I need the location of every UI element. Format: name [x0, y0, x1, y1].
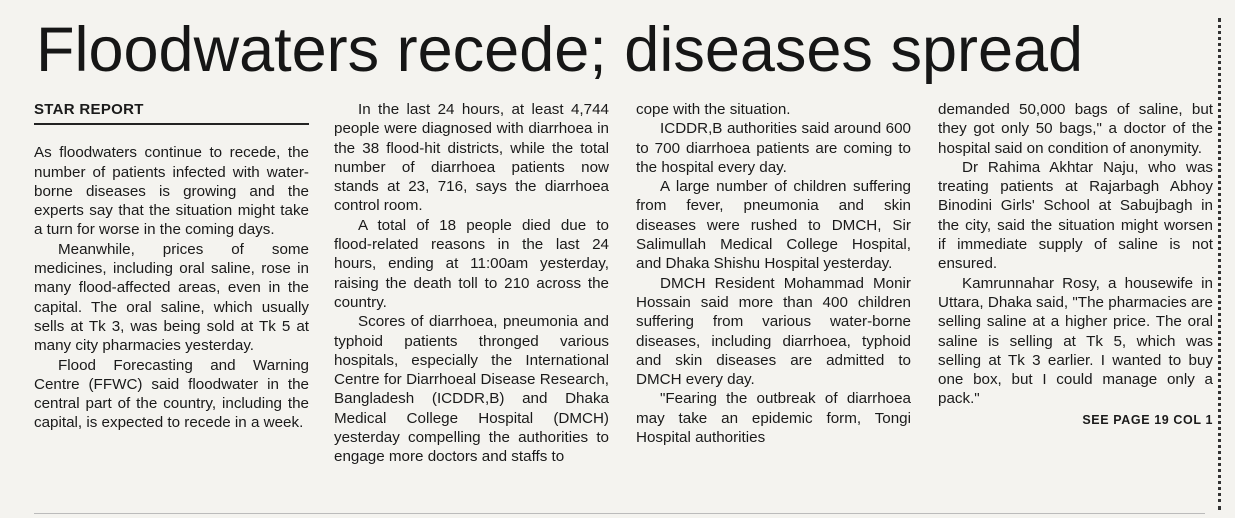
paragraph: "Fearing the outbreak of diarrhoea may take an epidemic form, Tongi Hospital authorities	[636, 390, 911, 447]
continuation-note: SEE PAGE 19 COL 1	[1082, 412, 1213, 427]
paragraph: Meanwhile, prices of some medicines, including oral saline, rose in many flood-affected areas, even in the capital. The oral saline, which usually sells at Tk 3, was being sold at Tk 5 at many city pharmacies yesterday.	[34, 240, 309, 355]
paragraph: In the last 24 hours, at least 4,744 people were diagnosed with diarrhoea in the 38 flood-hit districts, while the total number of diarrhoea patients now stands at 23, 716, says the diarrhoea control room.	[334, 101, 609, 215]
paragraph: A total of 18 people died due to flood-related reasons in the last 24 hours, ending at 11:00am yesterday, raising the death toll to 210 across the country.	[334, 216, 609, 311]
paragraph: demanded 50,000 bags of saline, but they got only 50 bags," a doctor of the hospital said on condition of anonymity.	[938, 101, 1213, 157]
paragraph: cope with the situation.	[636, 101, 791, 118]
paragraph: Dr Rahima Akhtar Naju, who was treating patients at Rajarbagh Abhoy Binodini Girls' School at Sabujbagh in the city, said the situation might worsen if immediate supply of saline is not ensured.	[938, 158, 1213, 273]
column-4	[938, 100, 1213, 430]
dotted-column-rule	[1218, 18, 1221, 510]
bottom-rule	[34, 513, 1205, 514]
byline: STAR REPORT	[34, 100, 309, 125]
paragraph: As floodwaters continue to recede, the number of patients infected with water-borne diseases is growing and the experts say that the situation might take a turn for worse in the coming days.	[34, 144, 309, 239]
column-2	[334, 100, 609, 467]
headline: Floodwaters recede; diseases spread	[36, 15, 1084, 85]
paragraph: DMCH Resident Mohammad Monir Hossain said more than 400 children suffering from various water-borne diseases, including diarrhoea, typhoid and skin diseases are admitted to DMCH every day.	[636, 274, 911, 389]
paragraph: Kamrunnahar Rosy, a housewife in Uttara, Dhaka said, "The pharmacies are selling saline at a higher price. The oral saline is selling at Tk 5, which was selling at Tk 3 earlier. I wanted to buy one box, but I could manage only a pack."	[938, 274, 1213, 408]
column-1	[34, 100, 309, 433]
paragraph: ICDDR,B authorities said around 600 to 700 diarrhoea patients are coming to the hospital every day.	[636, 120, 911, 176]
paragraph: Flood Forecasting and Warning Centre (FFWC) said floodwater in the central part of the country, including the capital, is expected to recede in a week.	[34, 356, 309, 432]
column-3	[636, 100, 911, 447]
paragraph: A large number of children suffering from fever, pneumonia and skin diseases were rushed to DMCH, Sir Salimullah Medical College Hospital, and Dhaka Shishu Hospital yesterday.	[636, 178, 911, 273]
paragraph: Scores of diarrhoea, pneumonia and typhoid patients thronged various hospitals, especially the International Centre for Diarrhoeal Disease Research, Bangladesh (ICDDR,B) and Dhaka Medical College Hospital (DMCH) yesterday compelling the authorities to engage more doctors and staffs to	[334, 313, 609, 466]
